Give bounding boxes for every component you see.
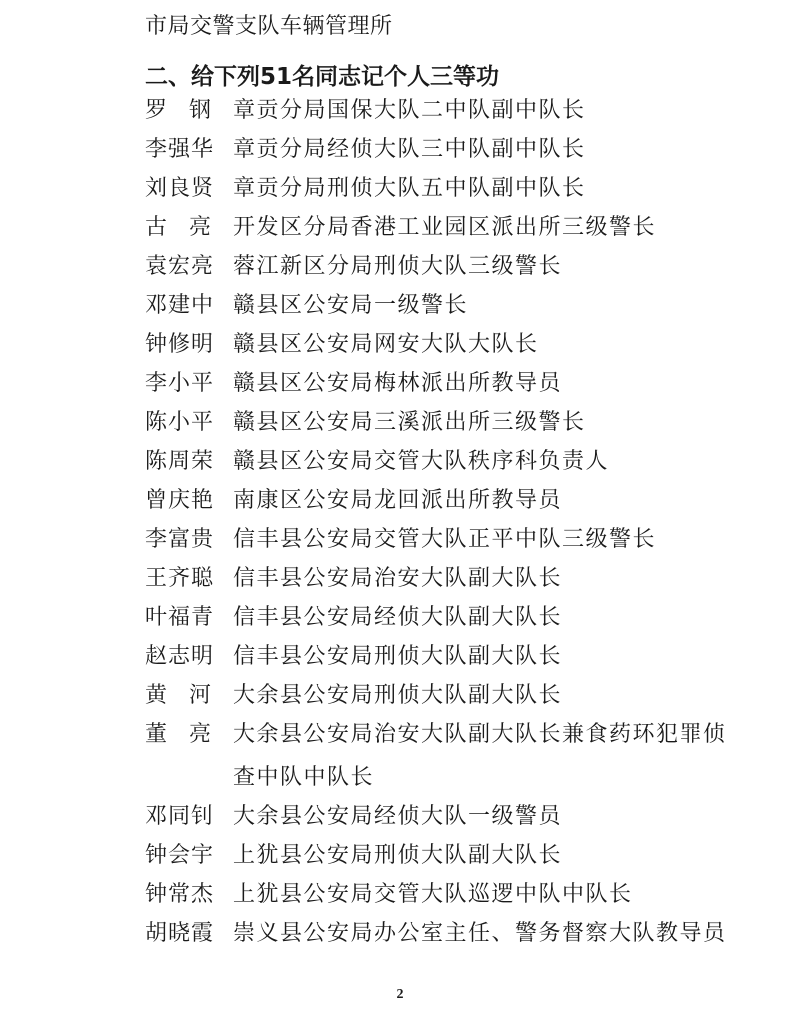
person-name: 陈周荣: [145, 449, 215, 474]
person-position: [233, 247, 745, 286]
position-line: 崇义县公安局办公室主任、警务督察大队教导员: [233, 921, 727, 946]
person-position: [233, 442, 745, 481]
person-position: [233, 797, 745, 836]
list-item: [145, 247, 745, 286]
position-line: 赣县区公安局网安大队大队长: [233, 332, 539, 357]
position-line: 章贡分局刑侦大队五中队副中队长: [233, 176, 586, 201]
position-line: 信丰县公安局治安大队副大队长: [233, 566, 563, 591]
section-heading: 二、给下列51名同志记个人三等功: [145, 64, 500, 90]
position-line: 开发区分局香港工业园区派出所三级警长: [233, 215, 657, 240]
person-name: 曾庆艳: [145, 488, 215, 513]
list-item: [145, 715, 745, 797]
list-item: [145, 875, 745, 914]
person-position: [233, 208, 745, 247]
list-item: [145, 676, 745, 715]
list-item: [145, 286, 745, 325]
person-position: [233, 481, 745, 520]
position-line: 查中队中队长: [233, 765, 375, 790]
intro-line: 市局交警支队车辆管理所: [145, 14, 393, 39]
list-item: [145, 169, 745, 208]
person-position: [233, 169, 745, 208]
position-line: 章贡分局经侦大队三中队副中队长: [233, 137, 586, 162]
list-item: [145, 442, 745, 481]
list-item: [145, 130, 745, 169]
person-name: 董亮: [145, 722, 234, 747]
position-line: 南康区公安局龙回派出所教导员: [233, 488, 563, 513]
position-line: 大余县公安局治安大队副大队长兼食药环犯罪侦: [233, 722, 727, 747]
person-position: [233, 637, 745, 676]
position-line: 上犹县公安局交管大队巡逻中队中队长: [233, 882, 633, 907]
position-line: 章贡分局国保大队二中队副中队长: [233, 98, 586, 123]
position-line: 大余县公安局经侦大队一级警员: [233, 804, 563, 829]
person-name: 邓同钊: [145, 804, 215, 829]
award-list: [145, 91, 745, 953]
person-position: [233, 91, 745, 130]
person-position: [233, 520, 745, 559]
person-position: [233, 403, 745, 442]
person-name: 李强华: [145, 137, 215, 162]
list-item: [145, 598, 745, 637]
position-line: 信丰县公安局交管大队正平中队三级警长: [233, 527, 657, 552]
list-item: [145, 637, 745, 676]
person-position: [233, 715, 745, 797]
list-item: [145, 914, 745, 953]
person-name: 陈小平: [145, 410, 215, 435]
person-position: [233, 364, 745, 403]
person-name: 李富贵: [145, 527, 215, 552]
position-line: 信丰县公安局经侦大队副大队长: [233, 605, 563, 630]
person-name: 胡晓霞: [145, 921, 215, 946]
position-line: 大余县公安局刑侦大队副大队长: [233, 683, 563, 708]
list-item: [145, 91, 745, 130]
position-line: 赣县区公安局一级警长: [233, 293, 469, 318]
person-position: [233, 914, 745, 953]
person-name: 叶福青: [145, 605, 215, 630]
list-item: [145, 559, 745, 598]
person-position: [233, 875, 745, 914]
person-name: 钟常杰: [145, 882, 215, 907]
position-line: 赣县区公安局三溪派出所三级警长: [233, 410, 586, 435]
list-item: [145, 364, 745, 403]
list-item: [145, 520, 745, 559]
list-item: [145, 208, 745, 247]
person-name: 钟修明: [145, 332, 215, 357]
list-item: [145, 403, 745, 442]
person-name: 袁宏亮: [145, 254, 215, 279]
person-position: [233, 836, 745, 875]
position-line: 赣县区公安局交管大队秩序科负责人: [233, 449, 610, 474]
position-line: 赣县区公安局梅林派出所教导员: [233, 371, 563, 396]
person-position: [233, 325, 745, 364]
person-position: [233, 676, 745, 715]
list-item: [145, 797, 745, 836]
person-name: 罗钢: [145, 98, 234, 123]
list-item: [145, 325, 745, 364]
person-position: [233, 559, 745, 598]
person-name: 古亮: [145, 215, 234, 240]
person-name: 邓建中: [145, 293, 215, 318]
person-name: 钟会宇: [145, 843, 215, 868]
person-position: [233, 598, 745, 637]
page-number: 2: [396, 987, 404, 1002]
person-name: 黄河: [145, 683, 234, 708]
list-item: [145, 481, 745, 520]
position-line: 信丰县公安局刑侦大队副大队长: [233, 644, 563, 669]
person-name: 王齐聪: [145, 566, 215, 591]
person-name: 刘良贤: [145, 176, 215, 201]
position-line: 上犹县公安局刑侦大队副大队长: [233, 843, 563, 868]
list-item: [145, 836, 745, 875]
person-position: [233, 286, 745, 325]
person-name: 赵志明: [145, 644, 215, 669]
position-line: 蓉江新区分局刑侦大队三级警长: [233, 254, 563, 279]
person-name: 李小平: [145, 371, 215, 396]
person-position: [233, 130, 745, 169]
